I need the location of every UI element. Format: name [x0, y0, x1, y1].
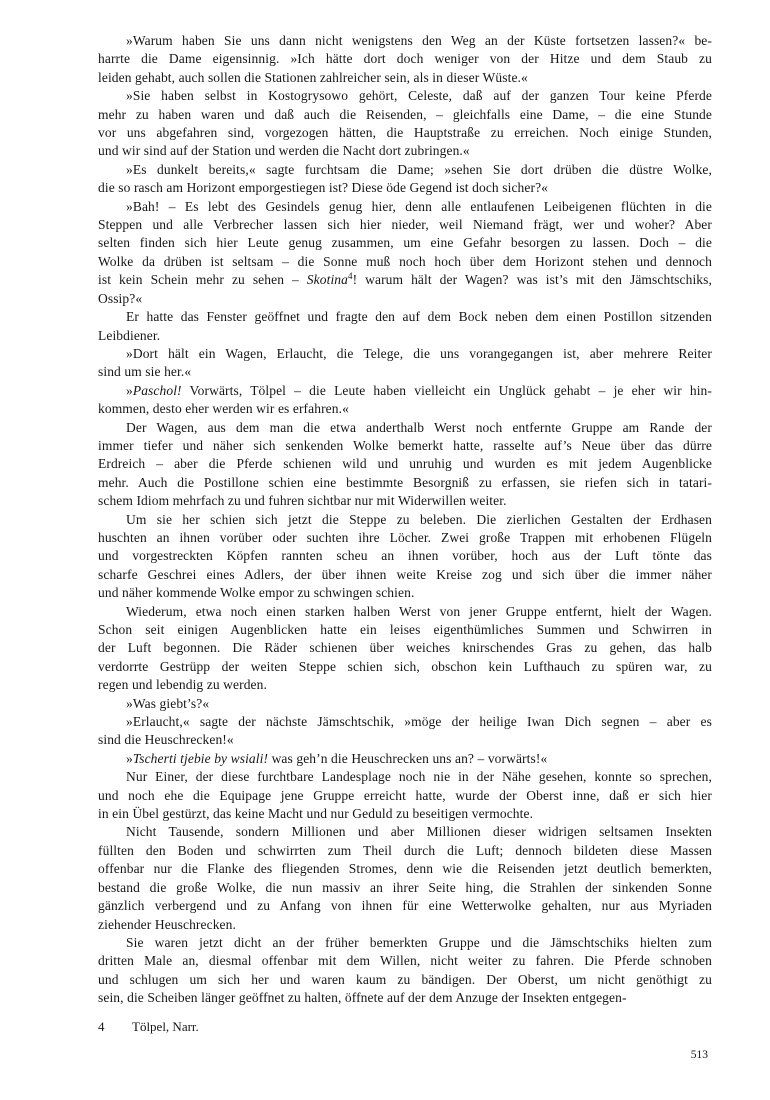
text-line: »Was giebt’s?«: [126, 695, 210, 711]
text-line: sind die Heuschrecken!«: [98, 732, 234, 748]
paragraph: [98, 308, 712, 345]
text-line: Schon seit einigen Augenblicken hatte ein leises eigenthümliches Summen und Schwirren in: [98, 622, 712, 637]
paragraph: [98, 695, 712, 713]
text-line: leiden gehabt, auch sollen die Stationen zahlreicher sein, als in dieser Wüste.«: [98, 69, 528, 85]
paragraph: [98, 713, 712, 750]
paragraph: [98, 382, 712, 419]
paragraph: [98, 198, 712, 308]
paragraph: [98, 345, 712, 382]
text-line: in ein Übel gestürzt, das keine Macht und nur Geduld zu beseitigen vermochte.: [98, 806, 534, 822]
text-line: vor uns abgefahren sind, vorgezogen hätten, die Hauptstraße zu erreichen. Noch einige Stunden,: [98, 125, 712, 141]
text-line: und wir sind auf der Station und werden die Nacht dort zubringen.«: [98, 143, 470, 159]
text-line: Sie waren jetzt dicht an der früher bemerkten Gruppe und die Jämschtschiks hielten zum: [126, 934, 712, 950]
text-line: und schlugen um sich her und waren kaum zu bändigen. Der Oberst, um nicht genöthigt zu: [98, 971, 712, 987]
italic-text: Paschol!: [132, 382, 182, 398]
text-line: Nur Einer, der diese furchtbare Landesplage noch nie in der Nähe gesehen, konnte so sprechen,: [126, 769, 712, 785]
paragraph: [98, 419, 712, 511]
italic-text: Tscherti tjebie by wsiali!: [132, 750, 269, 766]
text-line: und vorgestreckten Köpfen rannten scheu an ihnen vorüber, hoch aus der Luft tönte das: [98, 548, 712, 564]
text-line: und näher kommende Wolke empor zu schwingen schien.: [98, 585, 415, 601]
text-line: Leibdiener.: [98, 327, 161, 343]
text-line: immer tiefer und näher sich senkenden Wolke bemerkt hatte, rasselte auf’s Neue über das dürre: [98, 437, 712, 453]
text-line: kommen, desto eher werden wir es erfahren.«: [98, 401, 349, 417]
text-line: der Luft begonnen. Die Räder schienen über weiches knirschendes Gras zu gehen, das halb: [98, 640, 712, 656]
footnote-reference: 4: [348, 271, 353, 282]
text-line: sind um sie her.«: [98, 364, 192, 380]
text-line: »Erlaucht,« sagte der nächste Jämschtschik, »möge der heilige Iwan Dich segnen – aber es: [126, 714, 712, 730]
paragraph: [98, 161, 712, 198]
text-line: huschten an ihnen vorüber oder suchten ihre Löcher. Zwei große Trappen mit erhobenen Flügeln: [98, 529, 712, 545]
paragraph: [98, 32, 712, 87]
text-line: »Tscherti tjebie by wsiali! was geh’n die Heuschrecken uns an? – vorwärts!«: [126, 750, 548, 766]
text-line: regen und lebendig zu werden.: [98, 677, 267, 693]
text-line: und noch ehe die Equipage jene Gruppe erreicht hatte, wurde der Oberst inne, daß er sich hier: [98, 787, 712, 803]
text-line: »Bah! – Es lebt des Gesindels genug hier, denn alle entlaufenen Leibeigenen flüchten in die: [126, 198, 712, 214]
text-line: »Sie haben selbst in Kostogrysowo gehört, Celeste, daß auf der ganzen Tour keine Pferde: [126, 88, 712, 104]
text-line: scharfe Geschrei eines Adlers, der über ihnen weite Kreise zog und sich über die immer näher: [98, 566, 712, 582]
text-line: harrte die Dame eigensinnig. »Ich hätte dort doch weniger von der Hitze und dem Staub zu: [98, 51, 712, 67]
footnote: [98, 1018, 712, 1035]
text-line: »Es dunkelt bereits,« sagte furchtsam die Dame; »sehen Sie dort drüben die düstre Wolke,: [126, 161, 712, 177]
paragraph: [98, 934, 712, 1008]
text-line: sein, die Scheiben länger geöffnet zu halten, öffnete auf der dem Anzuge der Insekten entgegen-: [98, 990, 627, 1006]
text-line: bestand die große Wolke, die nun massiv an ihrer Seite hing, die Strahlen der sinkenden Sonne: [98, 879, 712, 895]
text-line: selten finden sich hier Leute genug zusammen, um eine Gefahr besorgen zu lassen. Doch – die: [98, 235, 712, 251]
text-line: füllten den Boden und schwirrten zum Theil durch die Luft; dennoch bildeten diese Massen: [98, 842, 712, 858]
text-line: Wolke da drüben ist seltsam – die Sonne muß noch hoch über dem Horizont stehen und dennoch: [98, 253, 712, 269]
page-number: 513: [690, 1049, 708, 1061]
paragraph: [98, 768, 712, 823]
text-line: »Warum haben Sie uns dann nicht wenigstens den Weg an der Küste fortsetzen lassen?« be-: [126, 33, 712, 48]
paragraph: [98, 603, 712, 695]
text-line: Ossip?«: [98, 290, 143, 306]
text-line: dritten Male an, diesmal offenbar mit dem Willen, nicht weiter zu fahren. Die Pferde schnoben: [98, 953, 712, 969]
text-line: Nicht Tausende, sondern Millionen und aber Millionen dieser widrigen seltsamen Insekten: [126, 824, 712, 840]
paragraph: [98, 511, 712, 603]
text-line: die so rasch am Horizont emporgestiegen ist? Diese öde Gegend ist doch sicher?«: [98, 180, 549, 196]
text-line: Er hatte das Fenster geöffnet und fragte den auf dem Bock neben dem einen Postillon sitzenden: [126, 309, 712, 325]
text-line: schem Idiom mehrfach zu und fuhren sichtbar nur mit Widerwillen weiter.: [98, 493, 507, 509]
text-line: Der Wagen, aus dem man die etwa anderthalb Werst noch entfernte Gruppe am Rande der: [126, 419, 712, 435]
text-line: gänzlich verbergend und zu Anfang von ihnen für eine Wetterwolke gehalten, nur aus Myriaden: [98, 898, 712, 914]
text-line: offenbar nur die Flanke des fliegenden Stromes, denn wie die Reisenden jetzt deutlich bemerkten,: [98, 861, 712, 877]
text-line: Um sie her schien sich jetzt die Steppe zu beleben. Die zierlichen Gestalten der Erdhasen: [126, 511, 712, 527]
text-line: mehr zu haben waren und daß auch die Reisenden, – gleichfalls eine Dame, – die eine Stunde: [98, 106, 712, 122]
text-line: Wiederum, etwa noch einen starken halben Werst von jener Gruppe entfernt, hielt der Wagen.: [126, 603, 712, 619]
text-line: verdorrte Gestrüpp der weiten Steppe schien sich, obschon kein Lufthauch zu spüren war, zu: [98, 658, 712, 674]
text-line: Erdreich – aber die Pferde schienen wild und unruhig und wurden es mit jedem Augenblicke: [98, 456, 712, 472]
paragraph: [98, 87, 712, 161]
paragraph: [98, 823, 712, 933]
text-line: ist kein Schein mehr zu sehen – Skotina$^4$! warum hält der Wagen? was ist’s mit den Jämschtschiks,: [98, 271, 712, 288]
page-text: [98, 32, 712, 1008]
text-line: ziehender Heuschrecken.: [98, 916, 236, 932]
text-line: Steppen und alle Verbrecher lassen sich hier nieder, weil Niemand frägt, wer und woher? Aber: [98, 217, 712, 233]
italic-text: Skotina: [306, 272, 348, 288]
paragraph: [98, 750, 712, 768]
text-line: mehr. Auch die Postillone schien eine bestimmte Besorgniß zu erfassen, sie riefen sich in tatari-: [98, 474, 712, 490]
footnote-text: Tölpel, Narr.: [132, 1019, 199, 1034]
footnote-marker: 4: [98, 1019, 105, 1034]
text-line: »Paschol! Vorwärts, Tölpel – die Leute haben vielleicht ein Unglück gehabt – je eher wir hin-: [126, 382, 712, 398]
text-line: »Dort hält ein Wagen, Erlaucht, die Telege, die uns vorangegangen ist, aber mehrere Reiter: [126, 345, 712, 361]
